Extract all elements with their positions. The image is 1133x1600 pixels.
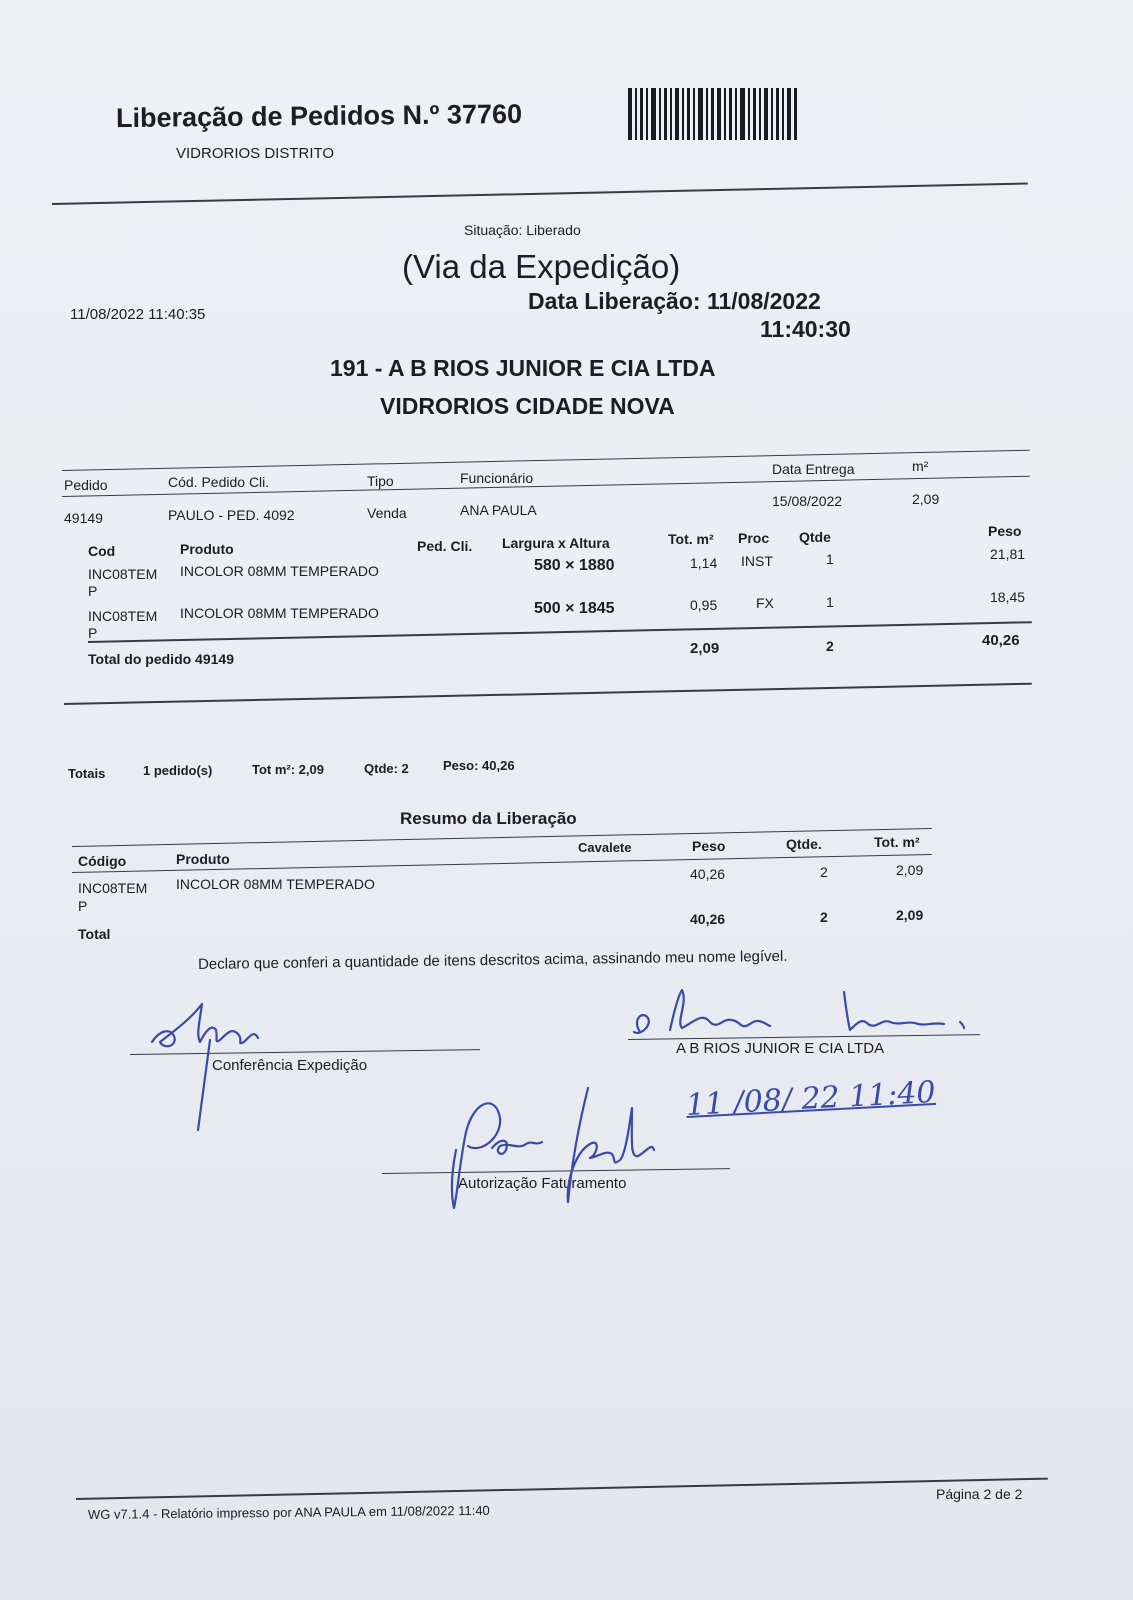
col-funcionario: Funcionário: [460, 470, 534, 486]
col-tipo: Tipo: [367, 473, 394, 489]
item-tot-m2: 0,95: [690, 597, 718, 613]
order-total-label: Total do pedido 49149: [88, 651, 234, 667]
item-produto: INCOLOR 08MM TEMPERADO: [180, 563, 379, 579]
order-top-divider: [62, 450, 1030, 471]
customer-store: VIDRORIOS CIDADE NOVA: [380, 393, 675, 419]
summary-total-label: Total: [78, 926, 111, 942]
signature-cliente-mark: [622, 982, 992, 1052]
footer-printed-by: WG v7.1.4 - Relatório impresso por ANA PAULA em 11/08/2022 11:40: [87, 1502, 490, 1522]
summary-row-produto: INCOLOR 08MM TEMPERADO: [176, 876, 375, 892]
totals-label: Totais: [68, 766, 106, 781]
copy-label: (Via da Expedição): [402, 248, 681, 285]
items-col-peso: Peso: [988, 523, 1022, 539]
order-pedido: 49149: [64, 510, 103, 526]
summary-title: Resumo da Liberação: [400, 809, 577, 828]
items-col-ped-cli: Ped. Cli.: [417, 538, 473, 554]
item-dims: 580 × 1880: [534, 557, 615, 574]
item-tot-m2: 1,14: [690, 555, 718, 571]
items-col-largura-altura: Largura x Altura: [502, 535, 610, 551]
order-tipo: Venda: [367, 505, 407, 521]
items-col-cod: Cod: [88, 543, 116, 559]
declaration-text: Declaro que conferi a quantidade de itens descritos acima, assinando meu nome legível.: [197, 947, 788, 973]
signature-label-autorizacao: Autorização Faturamento: [458, 1175, 627, 1192]
summary-row-codigo-cont: P: [78, 898, 88, 914]
footer-divider: [76, 1478, 1048, 1500]
col-pedido: Pedido: [64, 477, 108, 493]
order-cod-pedido-cli: PAULO - PED. 4092: [168, 507, 295, 523]
header-divider: [52, 183, 1028, 205]
item-cod: INC08TEM: [88, 566, 158, 582]
signature-conferencia-mark: [140, 990, 280, 1140]
signature-label-cliente: A B RIOS JUNIOR E CIA LTDA: [676, 1040, 885, 1057]
signature-autorizacao-mark: [440, 1080, 670, 1220]
item-cod: INC08TEM: [88, 608, 158, 624]
order-data-entrega: 15/08/2022: [772, 493, 843, 509]
summary-col-cavalete: Cavalete: [578, 840, 632, 855]
summary-col-qtde: Qtde.: [786, 836, 822, 852]
totals-tot-m2: Tot m²: 2,09: [252, 762, 324, 777]
item-cod-cont: P: [88, 625, 98, 641]
summary-total-qtde: 2: [820, 909, 828, 925]
totals-pedidos: 1 pedido(s): [143, 763, 213, 778]
order-funcionario: ANA PAULA: [460, 502, 537, 518]
summary-col-peso: Peso: [692, 838, 726, 854]
order-total-qtde: 2: [826, 638, 834, 654]
summary-row-peso: 40,26: [690, 866, 726, 882]
col-m2: m²: [912, 458, 929, 474]
item-proc: INST: [741, 553, 773, 569]
order-total-m2: 2,09: [690, 640, 720, 657]
release-time: 11:40:30: [760, 316, 851, 342]
col-data-entrega: Data Entrega: [772, 461, 855, 477]
summary-col-produto: Produto: [176, 851, 230, 867]
item-peso: 21,81: [990, 546, 1026, 562]
release-date: Data Liberação: 11/08/2022: [528, 288, 821, 314]
totals-qtde: Qtde: 2: [364, 761, 409, 776]
col-cod-pedido-cli: Cód. Pedido Cli.: [168, 474, 270, 490]
summary-row-qtde: 2: [820, 864, 828, 880]
barcode-icon: [628, 88, 800, 140]
items-col-proc: Proc: [738, 530, 770, 546]
item-proc: FX: [756, 595, 774, 611]
totals-peso: Peso: 40,26: [443, 758, 515, 773]
items-col-qtde: Qtde: [799, 529, 831, 545]
item-qtde: 1: [826, 551, 834, 567]
summary-col-codigo: Código: [78, 853, 127, 869]
order-bottom-divider: [64, 683, 1032, 705]
summary-row-tot-m2: 2,09: [896, 862, 924, 878]
document-title: Liberação de Pedidos N.º 37760: [115, 98, 523, 134]
signature-label-conferencia: Conferência Expedição: [212, 1057, 368, 1074]
footer-page-number: Página 2 de 2: [936, 1486, 1023, 1502]
summary-total-peso: 40,26: [690, 911, 726, 927]
items-col-tot-m2: Tot. m²: [668, 531, 714, 547]
order-total-peso: 40,26: [982, 632, 1020, 649]
company-name: VIDRORIOS DISTRITO: [176, 145, 335, 162]
summary-col-tot-m2: Tot. m²: [874, 834, 920, 850]
customer-name: 191 - A B RIOS JUNIOR E CIA LTDA: [330, 355, 716, 381]
summary-total-tot-m2: 2,09: [896, 907, 924, 923]
summary-row-codigo: INC08TEM: [78, 880, 148, 896]
item-produto: INCOLOR 08MM TEMPERADO: [180, 605, 379, 621]
item-dims: 500 × 1845: [534, 600, 615, 617]
printed-timestamp: 11/08/2022 11:40:35: [70, 306, 206, 323]
status-label: Situação: Liberado: [464, 222, 581, 238]
item-peso: 18,45: [990, 589, 1026, 605]
handwritten-date: 11 /08/ 22 11:40: [685, 1074, 937, 1123]
items-total-divider: [88, 621, 1032, 643]
item-cod-cont: P: [88, 583, 98, 599]
order-m2: 2,09: [912, 491, 940, 507]
item-qtde: 1: [826, 594, 834, 610]
items-col-produto: Produto: [180, 541, 234, 557]
